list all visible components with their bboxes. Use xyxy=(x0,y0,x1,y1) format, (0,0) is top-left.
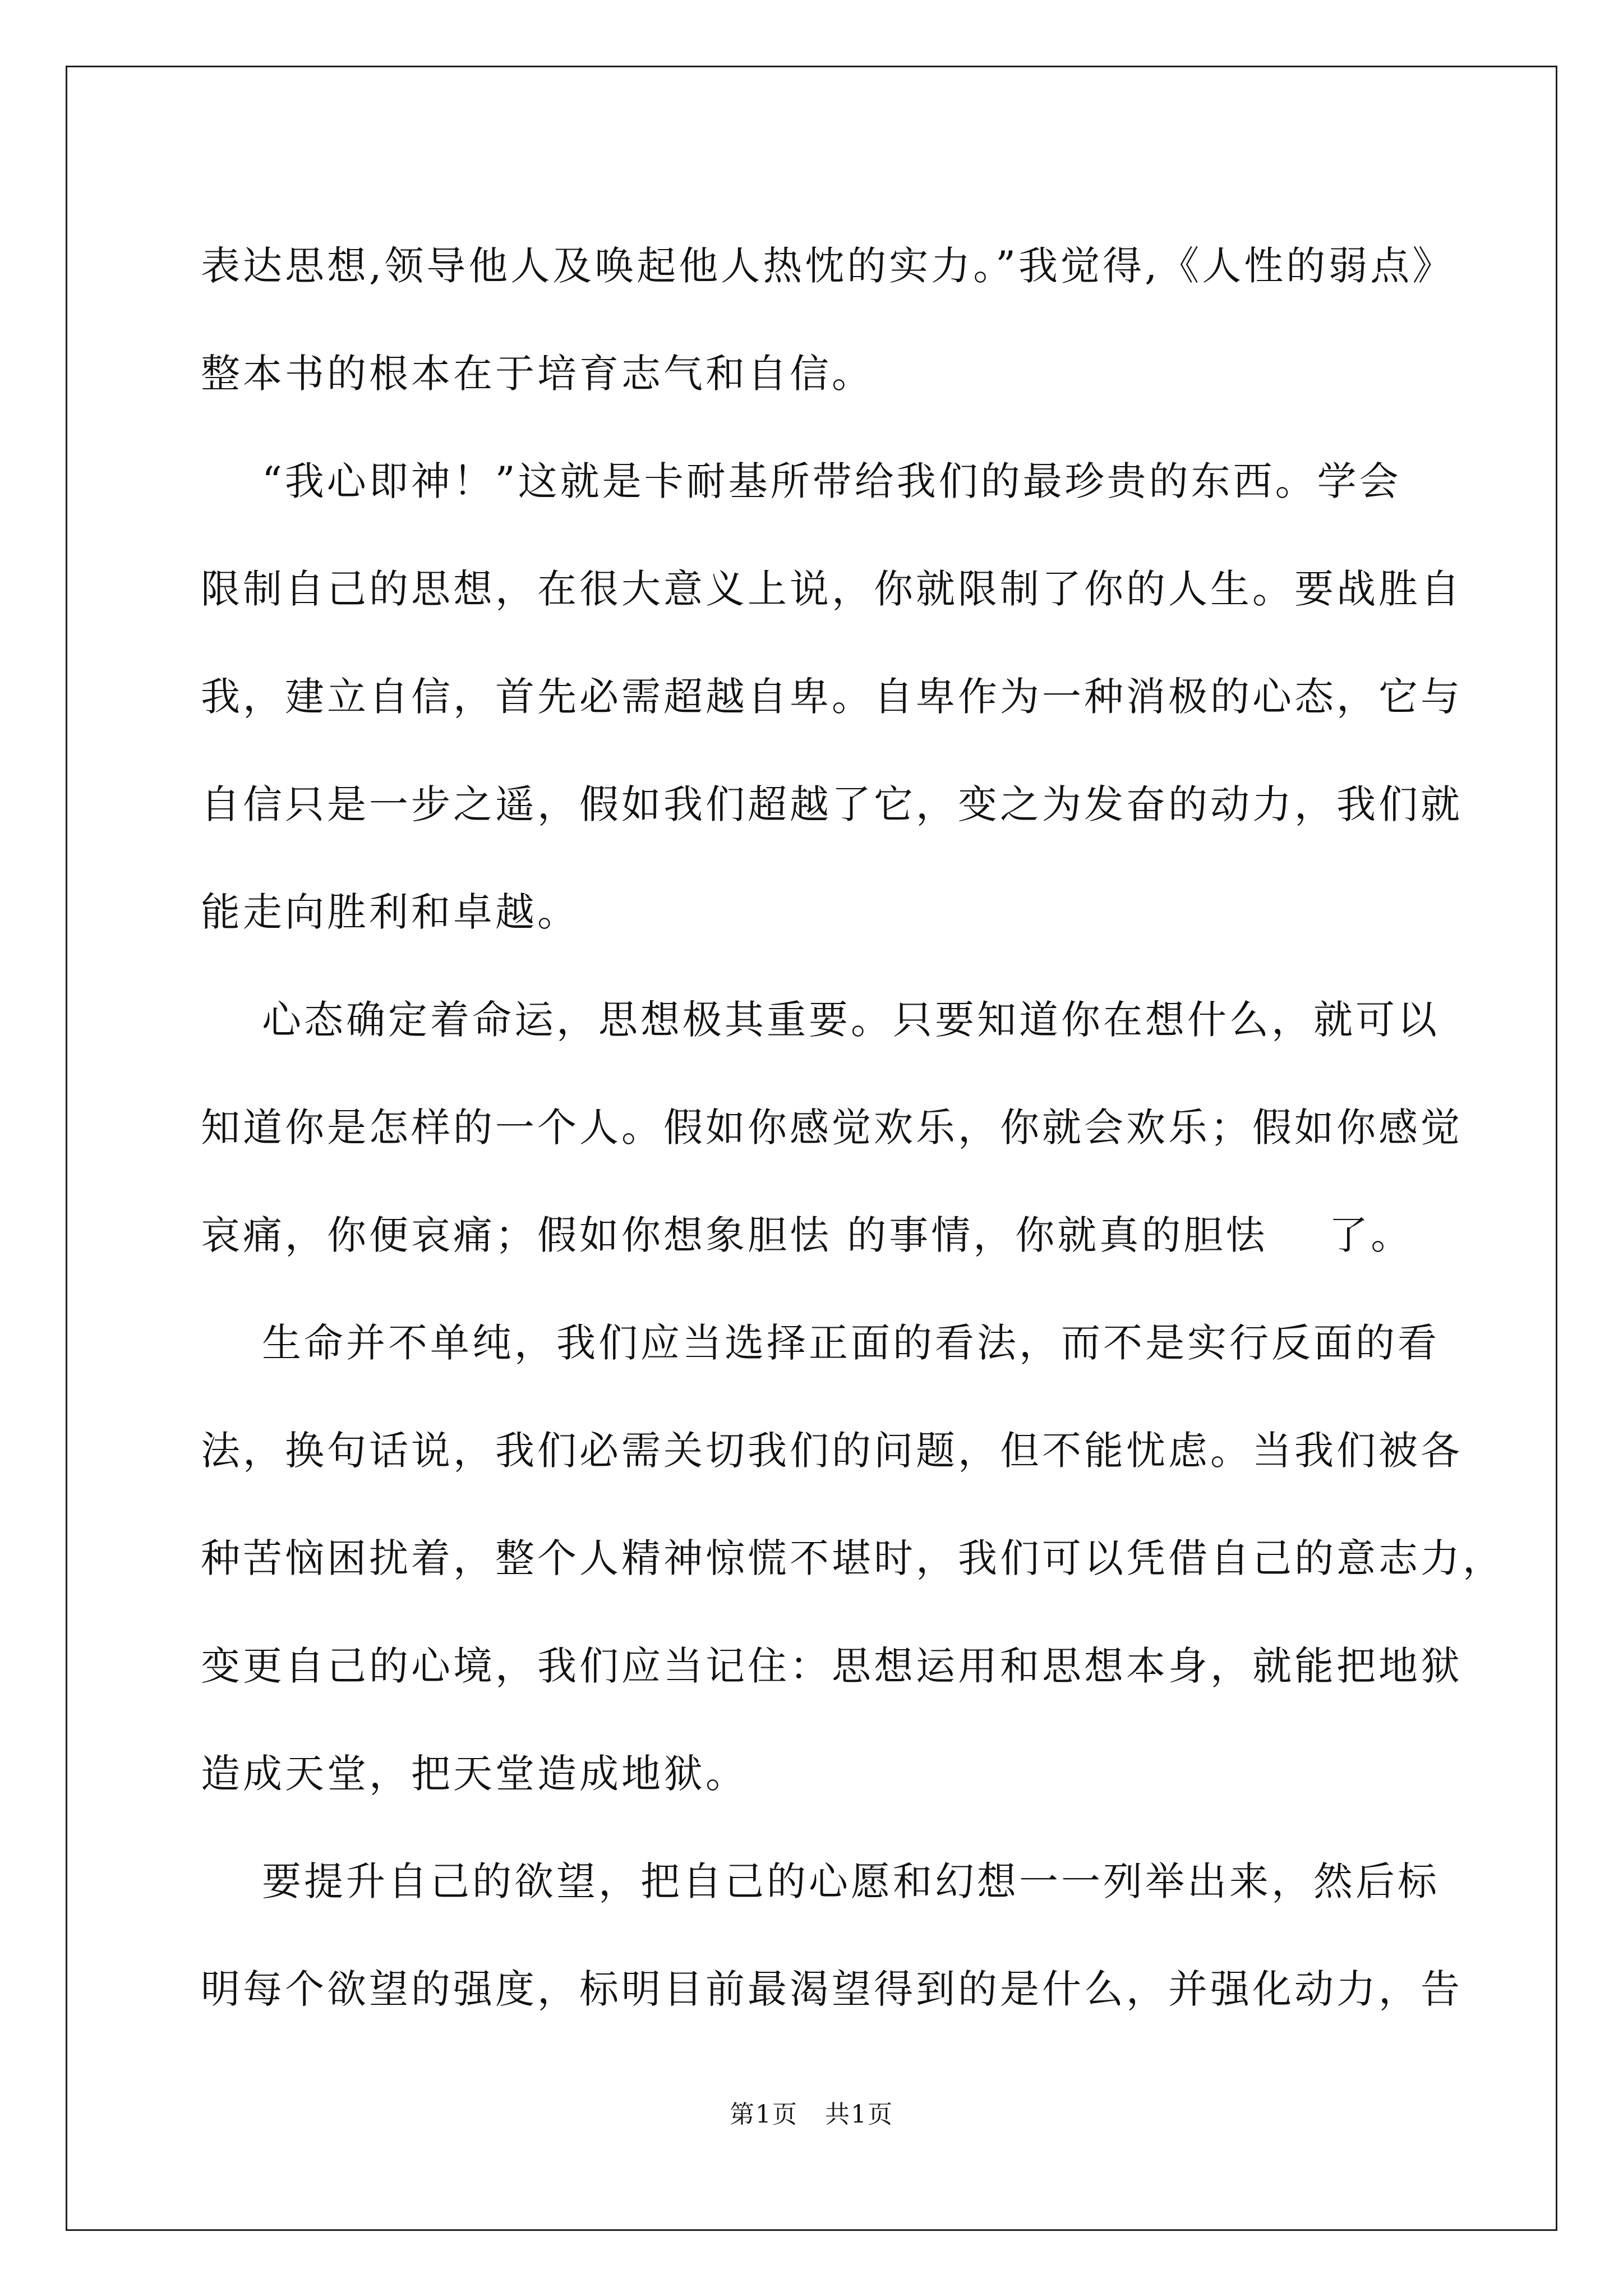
text-line: 知道你是怎样的一个人。假如你感觉欢乐，你就会欢乐；假如你感觉 xyxy=(201,1105,1463,1151)
text-line: 心态确定着命运，思想极其重要。只要知道你在想什么，就可以 xyxy=(201,997,1440,1043)
paragraph-1 xyxy=(201,212,1455,427)
text-line: 限制自己的思想，在很大意义上说，你就限制了你的人生。要战胜自 xyxy=(201,566,1463,612)
paragraph-4 xyxy=(201,1289,1505,1828)
text-line: 法，换句话说，我们必需关切我们的问题，但不能忧虑。当我们被各 xyxy=(201,1428,1463,1474)
page-footer xyxy=(0,2098,1623,2132)
page-total: 共1页 xyxy=(824,2100,893,2129)
text-line: 整本书的根本在于培育志气和自信。 xyxy=(201,351,874,397)
text-line: 生命并不单纯，我们应当选择正面的看法，而不是实行反面的看 xyxy=(201,1320,1440,1366)
text-line: 表达思想,领导他人及唤起他人热忱的实力。”我觉得,《人性的弱点》 xyxy=(201,243,1455,289)
text-line: 哀痛，你便哀痛；假如你想象胆怯 的事情，你就真的胆怯 了。 xyxy=(201,1212,1413,1258)
text-line: 自信只是一步之遥，假如我们超越了它，变之为发奋的动力，我们就 xyxy=(201,781,1463,827)
text-line: 造成天堂，把天堂造成地狱。 xyxy=(201,1751,748,1797)
document-body xyxy=(201,212,1505,2043)
text-line: 要提升自己的欲望，把自己的心愿和幻想一一列举出来，然后标 xyxy=(201,1858,1440,1904)
text-line: 能走向胜利和卓越。 xyxy=(201,889,579,935)
paragraph-5 xyxy=(201,1828,1463,2043)
text-line: 种苦恼困扰着，整个人精神惊慌不堪时，我们可以凭借自己的意志力， xyxy=(201,1535,1505,1581)
text-line: 变更自己的心境，我们应当记住：思想运用和思想本身，就能把地狱 xyxy=(201,1643,1463,1689)
text-line: 我，建立自信，首先必需超越自卑。自卑作为一种消极的心态，它与 xyxy=(201,674,1463,720)
text-line: “我心即神！”这就是卡耐基所带给我们的最珍贵的东西。学会 xyxy=(201,458,1401,504)
paragraph-2 xyxy=(201,427,1463,966)
page-number: 第1页 xyxy=(730,2100,799,2129)
paragraph-3 xyxy=(201,966,1463,1289)
text-line: 明每个欲望的强度，标明目前最渴望得到的是什么，并强化动力，告 xyxy=(201,1966,1463,2012)
